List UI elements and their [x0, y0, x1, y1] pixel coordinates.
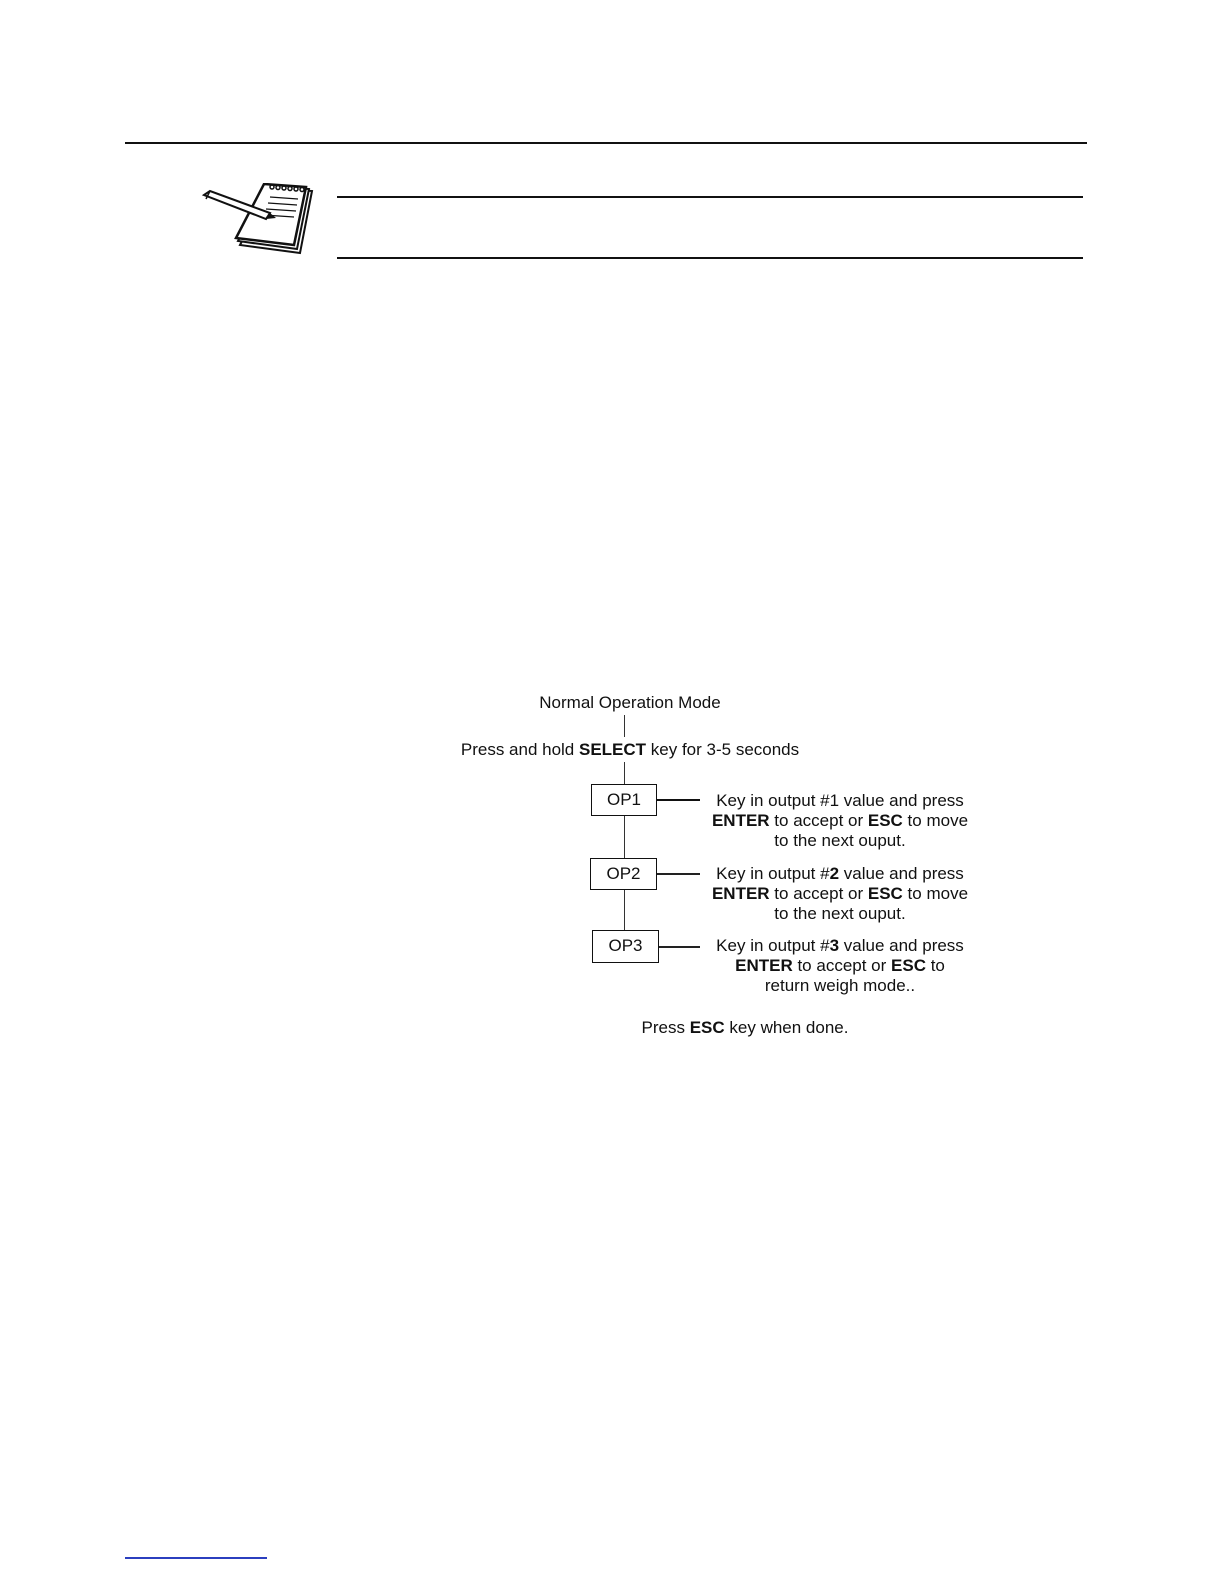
connector-op2-to-op3: [624, 890, 625, 930]
instruction-post: key for 3-5 seconds: [646, 740, 800, 759]
connector-op1-to-op2: [624, 816, 625, 858]
header-rule: [125, 142, 1087, 144]
instruction-label: [420, 740, 840, 760]
op2-enter-key: ENTER: [711, 884, 770, 903]
op2-line1-post: value and press: [839, 864, 964, 883]
op2-description: [690, 864, 990, 924]
op1-line2-mid: to accept or: [769, 811, 868, 830]
op3-line1-post: value and press: [839, 936, 964, 955]
op3-box: OP3: [592, 930, 659, 963]
op2-esc-key: ESC: [867, 884, 903, 903]
op2-line2-post: to move: [902, 884, 969, 903]
done-pre: Press: [641, 1018, 690, 1037]
op2-box: OP2: [590, 858, 657, 890]
op3-description: [690, 936, 990, 996]
op3-line1-bold: 3: [829, 936, 840, 955]
op2-line3: to the next ouput.: [774, 904, 906, 923]
op3-enter-key: ENTER: [735, 956, 793, 975]
op3-line1-pre: Key in output #: [716, 936, 830, 955]
op3-line3: return weigh mode..: [764, 976, 916, 995]
op1-line2-post: to move: [902, 811, 969, 830]
op2-line1-pre: Key in output #: [716, 864, 830, 883]
connector-instruction-to-op1: [624, 762, 625, 784]
footer-link-underline[interactable]: [125, 1557, 267, 1559]
op3-line2-post: to: [925, 956, 945, 975]
op1-box: OP1: [591, 784, 657, 816]
connector-start-to-instruction: [624, 715, 625, 737]
note-top-rule: [337, 196, 1083, 198]
notepad-icon: [200, 183, 315, 258]
done-post: key when done.: [724, 1018, 849, 1037]
op3-line2-mid: to accept or: [792, 956, 892, 975]
start-label: Normal Operation Mode: [539, 693, 721, 712]
instruction-pre: Press and hold: [460, 740, 579, 759]
op1-line1-pre: Key in output #1 value and press: [716, 791, 964, 810]
op1-line3: to the next ouput.: [774, 831, 906, 850]
note-bottom-rule: [337, 257, 1083, 259]
op3-esc-key: ESC: [891, 956, 926, 975]
select-key: SELECT: [579, 740, 647, 759]
op1-esc-key: ESC: [867, 811, 903, 830]
done-label: [595, 1018, 895, 1038]
op1-enter-key: ENTER: [711, 811, 770, 830]
op2-line1-bold: 2: [829, 864, 840, 883]
done-esc-key: ESC: [689, 1018, 725, 1037]
op1-description: [690, 791, 990, 851]
op2-line2-mid: to accept or: [769, 884, 868, 903]
